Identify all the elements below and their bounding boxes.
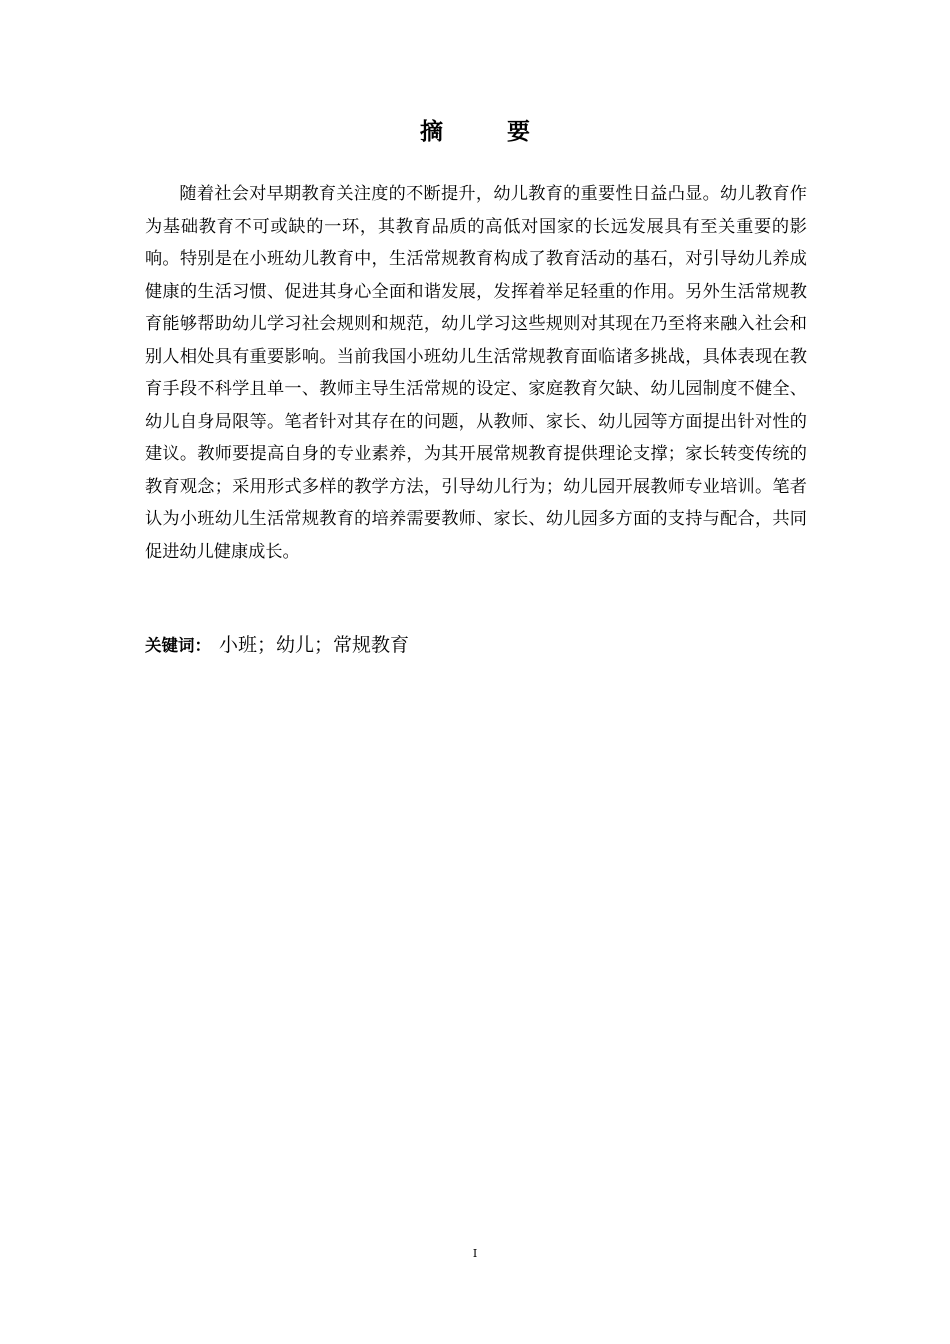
keywords-label: 关键词： [145,636,211,655]
abstract-title: 摘 要 [419,119,558,145]
keywords-line [145,628,807,663]
page-number: I [472,1247,478,1260]
keywords-values: 小班；幼儿；常规教育 [219,634,410,656]
abstract-body: 随着社会对早期教育关注度的不断提升，幼儿教育的重要性日益凸显。幼儿教育作为基础教育不可或缺的一环，其教育品质的高低对国家的长远发展具有至关重要的影响。特别是在小班幼儿教育中，生活常规教育构成了教育活动的基石，对引导幼儿养成健康的生活习惯、促进其身心全面和谐发展，发挥着举足轻重的作用。另外生活常规教育能够帮助幼儿学习社会规则和规范，幼儿学习这些规则对其现在乃至将来融入社会和别人相处具有重要影响。当前我国小班幼儿生活常规教育面临诸多挑战，具体表现在教育手段不科学且单一、教师主导生活常规的设定、家庭教育欠缺、幼儿园制度不健全、幼儿自身局限等。笔者针对其存在的问题，从教师、家长、幼儿园等方面提出针对性的建议。教师要提高自身的专业素养，为其开展常规教育提供理论支撑；家长转变传统的教育观念；采用形式多样的教学方法，引导幼儿行为；幼儿园开展教师专业培训。笔者认为小班幼儿生活常规教育的培养需要教师、家长、幼儿园多方面的支持与配合，共同促进幼儿健康成长。 [145,184,807,562]
